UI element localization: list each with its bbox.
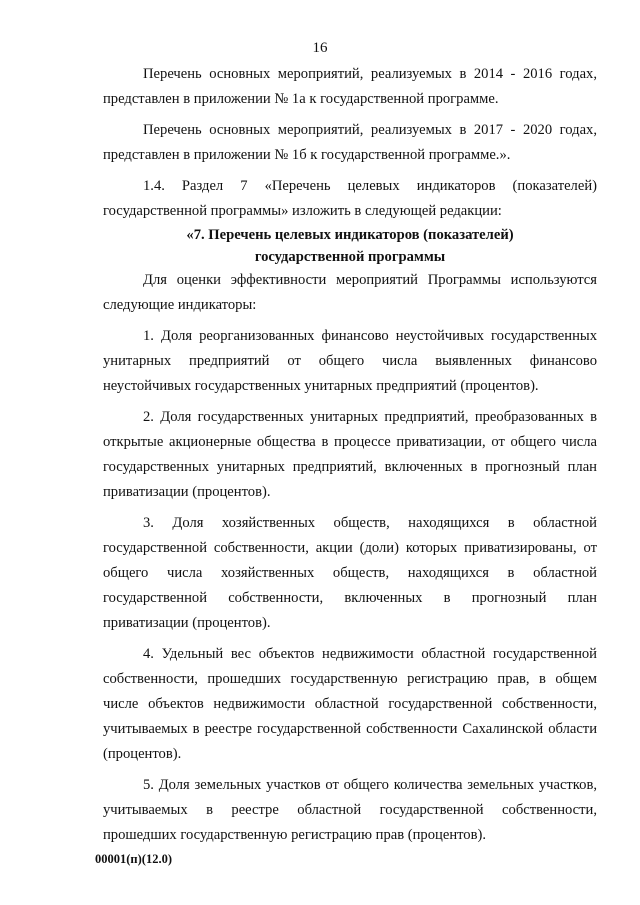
paragraph-list-2017-2020: Перечень основных мероприятий, реализуемых в 2017 - 2020 годах, представлен в приложении № 1б к государственной программе.». [103, 122, 597, 163]
indicators-intro: Для оценки эффективности мероприятий Программы используются следующие индикаторы: [103, 272, 597, 313]
section-heading-line-2: государственной программы [254, 249, 446, 265]
paragraph-list-2014-2016: Перечень основных мероприятий, реализуемых в 2014 - 2016 годах, представлен в приложении № 1а к государственной программе. [103, 66, 597, 107]
indicator-item-1: 1. Доля реорганизованных финансово неустойчивых государственных унитарных предприятий от общего числа выявленных финансово неустойчивых государственных унитарных предприятий (процентов). [103, 328, 597, 394]
section-heading [103, 224, 597, 268]
paragraph-section-amendment: 1.4. Раздел 7 «Перечень целевых индикаторов (показателей) государственной программы» изложить в следующей редакции: [103, 178, 597, 219]
section-heading-line-1: «7. Перечень целевых индикаторов (показателей) [186, 227, 514, 243]
document-code: 00001(п)(12.0) [95, 852, 172, 866]
indicator-item-3: 3. Доля хозяйственных обществ, находящихся в областной государственной собственности, акции (доли) которых приватизированы, от общего числа хозяйственных обществ, находящихся в областной государственной собственности, включенных в прогнозный план приватизации (процентов). [103, 515, 597, 631]
indicator-item-2: 2. Доля государственных унитарных предприятий, преобразованных в открытые акционерные общества в процессе приватизации, от общего числа государственных унитарных предприятий, включенных в прогнозный план приватизации (процентов). [103, 409, 597, 500]
indicator-item-4: 4. Удельный вес объектов недвижимости областной государственной собственности, прошедших государственную регистрацию прав, в общем числе объектов недвижимости областной государственной собственности, учитываемых в реестре государственной собственности Сахалинской области (процентов). [103, 646, 597, 762]
document-body [103, 62, 597, 848]
indicator-item-5: 5. Доля земельных участков от общего количества земельных участков, учитываемых в реестре областной государственной собственности, прошедших государственную регистрацию прав (процентов). [103, 777, 597, 843]
page-number: 16 [312, 40, 328, 56]
